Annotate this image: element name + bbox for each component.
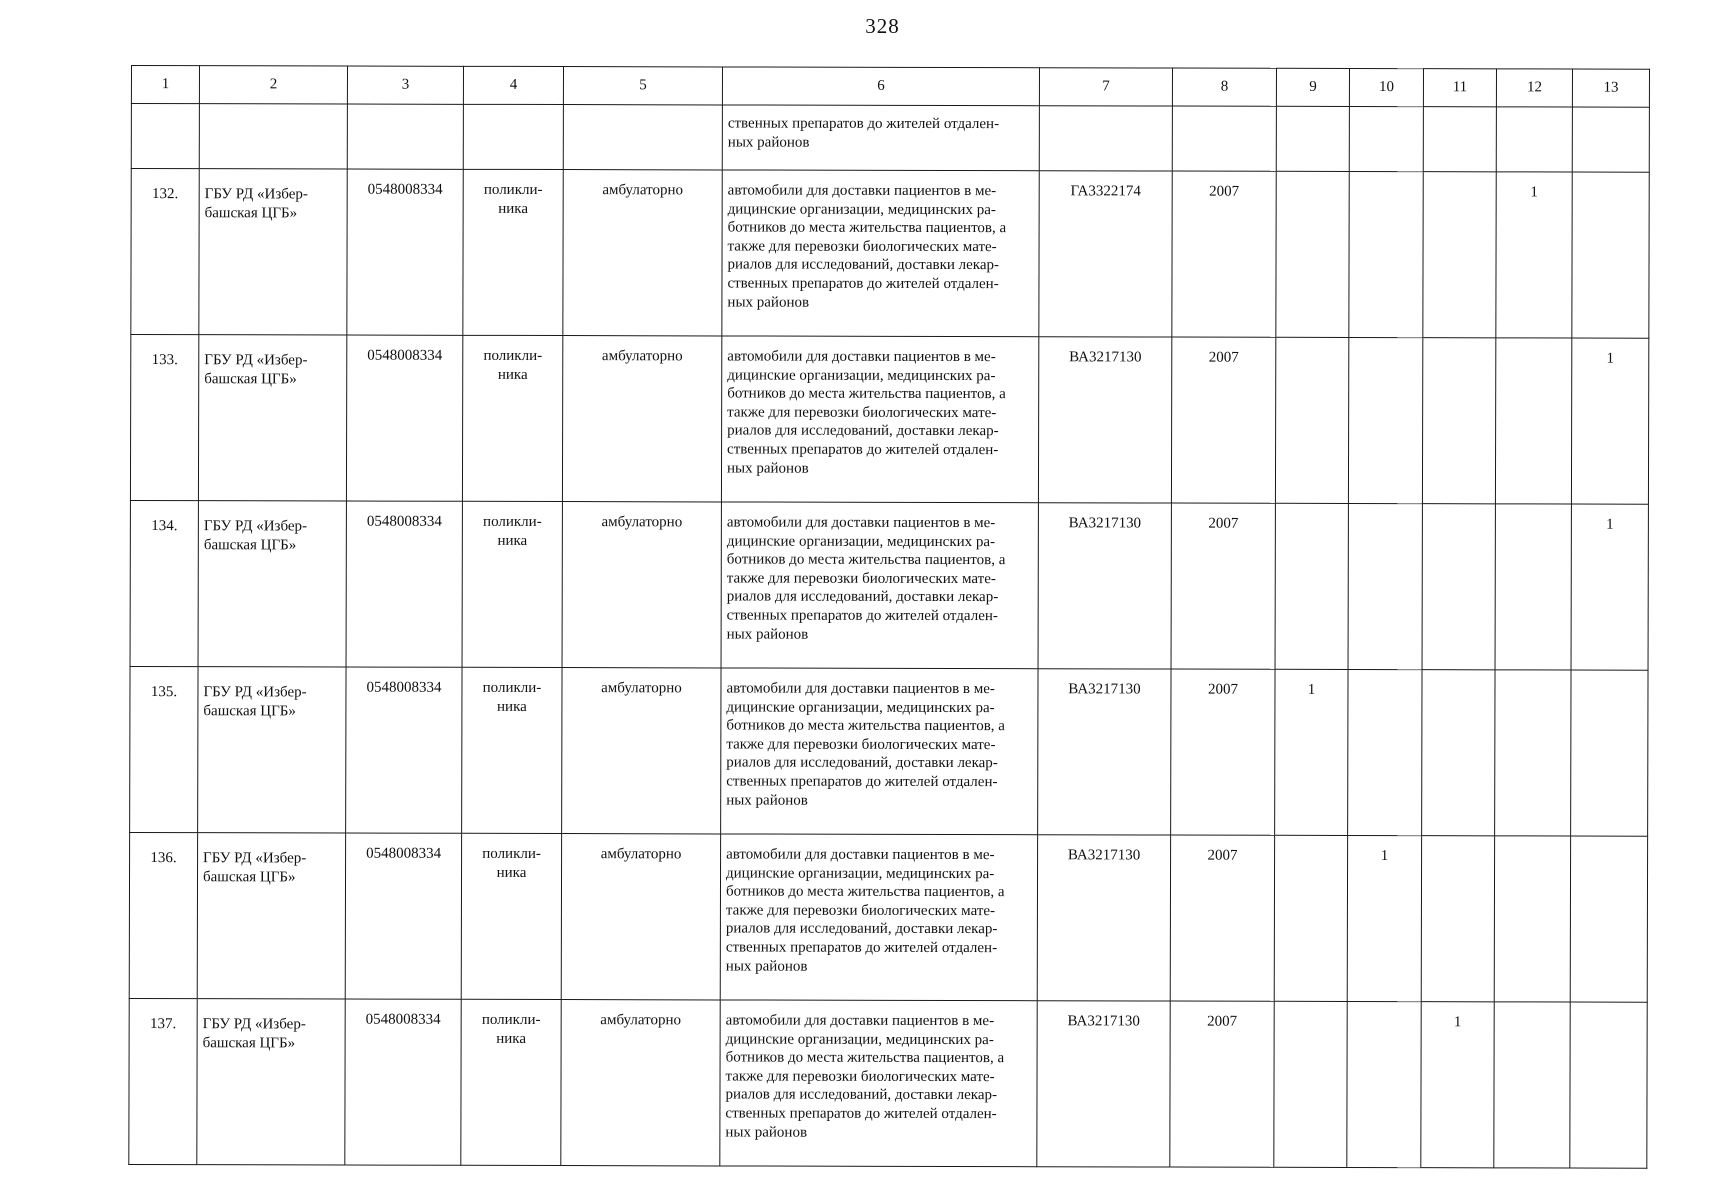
inn-cell	[347, 169, 463, 335]
text-line: поликли-	[482, 679, 542, 697]
organization-cell	[198, 667, 346, 833]
col13-value: 1	[1606, 350, 1615, 367]
col10-cell	[1349, 171, 1423, 337]
table-row	[129, 998, 1647, 1168]
col13-cell	[1570, 836, 1647, 1002]
col13-cell	[1571, 504, 1648, 670]
col13-cell	[1570, 1002, 1647, 1168]
vehicle-model-cell	[1038, 503, 1171, 669]
cell-empty	[563, 105, 722, 170]
row-number-cell	[130, 335, 198, 501]
year-value: 2007	[1208, 349, 1239, 366]
care-mode-value: амбулаторно	[600, 1012, 682, 1029]
row-number: 133.	[151, 352, 178, 369]
text-line: риалов для исследований, доставки лекар-	[727, 422, 999, 440]
text-line: поликли-	[482, 845, 541, 863]
col9-cell	[1274, 835, 1347, 1001]
vehicle-model-cell	[1037, 835, 1170, 1001]
text-line: башская ЦГБ»	[202, 1034, 296, 1051]
cell-empty	[1349, 106, 1423, 171]
facility-type-cell	[462, 667, 562, 833]
organization-cell	[197, 833, 345, 999]
purpose-cell	[722, 170, 1039, 337]
text-line: автомобили для доставки пациентов в ме-	[726, 680, 995, 698]
cell-empty	[463, 104, 563, 169]
col12-value: 1	[1530, 184, 1538, 201]
text-line: ботников до места жительства пациентов, а	[725, 883, 1005, 901]
text-line: ГБУ РД «Избер-	[204, 352, 308, 369]
text-line: ственных препаратов до жителей отдален-	[727, 275, 999, 293]
text-line: поликли-	[481, 1011, 541, 1029]
column-header-9: 9	[1276, 68, 1349, 106]
column-header-10: 10	[1349, 68, 1423, 106]
year-value: 2007	[1207, 847, 1238, 864]
text-line: башская ЦГБ»	[204, 204, 298, 222]
care-mode-value: амбулаторно	[600, 846, 682, 863]
col11-value: 1	[1453, 1014, 1462, 1031]
cell-empty	[131, 104, 199, 169]
cell-empty	[1039, 106, 1172, 171]
vehicle-model-value: ВА3217130	[1068, 515, 1142, 532]
year-value: 2007	[1207, 1013, 1238, 1030]
text-line: поликли-	[483, 347, 543, 365]
inn-value: 0548008334	[366, 845, 442, 862]
text-line: автомобили для доставки пациентов в ме-	[726, 514, 996, 532]
text-line: ника	[497, 532, 528, 549]
year-cell	[1172, 171, 1276, 337]
text-line: дицинские организации, медицинских ра-	[727, 201, 996, 218]
text-line: также для перевозки биологических мате-	[727, 238, 997, 255]
organization-cell	[198, 335, 346, 501]
col13-cell	[1571, 670, 1648, 836]
text-line: дицинские организации, медицинских ра-	[726, 533, 996, 550]
col10-cell	[1347, 1001, 1421, 1167]
facility-type-cell	[462, 501, 562, 667]
text-line: ственных препаратов до жителей отдален-	[725, 939, 998, 957]
column-header-6: 6	[722, 67, 1039, 106]
row-number: 137.	[150, 1016, 177, 1033]
inn-value: 0548008334	[366, 679, 442, 696]
facility-type-cell	[461, 999, 561, 1165]
header-row	[131, 66, 1649, 108]
inn-cell	[346, 501, 462, 667]
care-mode-value: амбулаторно	[602, 182, 684, 199]
year-value: 2007	[1209, 183, 1240, 200]
col10-cell	[1348, 503, 1422, 669]
col11-cell	[1421, 1002, 1494, 1168]
col9-cell	[1275, 669, 1348, 835]
table-row	[130, 666, 1648, 836]
facility-type-cell	[461, 833, 561, 999]
facility-type-cell	[462, 335, 562, 501]
care-mode-cell	[561, 1000, 720, 1166]
care-mode-cell	[562, 502, 721, 668]
row-number-cell	[130, 666, 198, 832]
inn-cell	[345, 999, 461, 1165]
year-value: 2007	[1208, 515, 1239, 532]
text-line: ных районов	[725, 1124, 808, 1141]
text-line: ботников до места жительства пациентов, а	[727, 385, 1006, 403]
vehicle-model-value: ВА3217130	[1068, 681, 1141, 698]
vehicle-registry-table	[128, 65, 1650, 1169]
col10-cell	[1347, 835, 1421, 1001]
text-line: ботников до места жительства пациентов, а	[725, 1049, 1005, 1067]
text-line: риалов для исследований, доставки лекар-	[726, 754, 998, 772]
text-line: ных районов	[725, 958, 808, 975]
text-line: ственных препаратов до жителей отдален-	[725, 1105, 997, 1123]
text-line: ных районов	[726, 626, 809, 643]
vehicle-model-value: ГА3322174	[1070, 183, 1141, 200]
column-header-3: 3	[347, 66, 463, 104]
text-line: башская ЦГБ»	[202, 868, 296, 885]
col9-cell	[1275, 337, 1348, 503]
text-line: ственных препаратов до жителей отдален-	[727, 115, 1000, 133]
text-line: ботников до места жительства пациентов, а	[727, 219, 1007, 237]
text-line: также для перевозки биологических мате-	[726, 736, 996, 753]
column-header-5: 5	[563, 67, 722, 105]
text-line: также для перевозки биологических мате-	[726, 570, 996, 587]
text-line: автомобили для доставки пациентов в ме-	[727, 348, 996, 366]
text-line: автомобили для доставки пациентов в ме-	[726, 846, 995, 864]
cell-empty	[1172, 106, 1276, 171]
row-number: 135.	[150, 684, 178, 701]
table-row	[130, 500, 1648, 670]
column-header-12: 12	[1496, 69, 1572, 107]
col9-cell	[1274, 1001, 1347, 1167]
care-mode-value: амбулаторно	[601, 680, 682, 697]
col12-cell	[1496, 172, 1572, 338]
col9-value: 1	[1307, 681, 1316, 698]
column-header-11: 11	[1423, 69, 1496, 107]
cell-empty	[1572, 107, 1649, 172]
row-number-cell	[131, 169, 199, 335]
row-number-cell	[129, 998, 197, 1164]
col13-value: 1	[1606, 516, 1614, 533]
column-header-4: 4	[463, 66, 563, 104]
row-number-cell	[129, 832, 197, 998]
cell-empty	[1276, 106, 1349, 171]
care-mode-value: амбулаторно	[601, 348, 683, 365]
column-header-8: 8	[1172, 68, 1276, 106]
text-line: ных районов	[726, 792, 808, 809]
text-line: поликли-	[483, 181, 543, 199]
column-header-1: 1	[131, 66, 199, 104]
text-line: дицинские организации, медицинских ра-	[726, 699, 995, 716]
col9-cell	[1275, 503, 1348, 669]
col13-cell	[1572, 172, 1649, 338]
text-line: ственных препаратов до жителей отдален-	[727, 441, 999, 459]
text-line: автомобили для доставки пациентов в ме-	[725, 1012, 995, 1030]
text-line: ника	[496, 864, 527, 881]
text-line: ника	[497, 366, 528, 383]
text-line: ГБУ РД «Избер-	[203, 518, 308, 535]
column-header-2: 2	[199, 66, 347, 104]
year-value: 2007	[1207, 681, 1238, 698]
inn-value: 0548008334	[365, 1011, 441, 1028]
continuation-row	[131, 104, 1649, 173]
text-line: автомобили для доставки пациентов в ме-	[727, 182, 997, 200]
year-cell	[1170, 835, 1274, 1001]
vehicle-model-cell	[1038, 669, 1171, 835]
col12-cell	[1495, 670, 1571, 836]
text-line: башская ЦГБ»	[204, 370, 297, 387]
care-mode-cell	[561, 834, 720, 1000]
text-line: ственных препаратов до жителей отдален-	[726, 607, 998, 625]
row-number: 132.	[152, 186, 179, 203]
text-line: ГБУ РД «Избер-	[203, 684, 307, 701]
vehicle-model-value: ВА3217130	[1069, 349, 1142, 366]
inn-value: 0548008334	[367, 347, 443, 364]
text-line: риалов для исследований, доставки лекар-	[727, 256, 1000, 274]
purpose-cell	[722, 105, 1039, 171]
facility-type-cell	[463, 169, 563, 335]
text-line: риалов для исследований, доставки лекар-	[725, 920, 998, 938]
inn-cell	[346, 335, 462, 501]
organization-cell	[198, 501, 346, 667]
cell-empty	[1496, 107, 1572, 172]
inn-cell	[345, 833, 461, 999]
col11-cell	[1422, 670, 1495, 836]
care-mode-cell	[563, 170, 722, 336]
col12-cell	[1495, 504, 1571, 670]
text-line: башская ЦГБ»	[203, 536, 297, 553]
vehicle-model-cell	[1039, 171, 1172, 337]
row-number: 136.	[150, 850, 177, 867]
text-line: также для перевозки биологических мате-	[725, 902, 996, 919]
table-row	[130, 335, 1648, 505]
year-cell	[1170, 1001, 1274, 1167]
row-number-cell	[130, 500, 198, 666]
care-mode-cell	[562, 668, 721, 834]
col10-value: 1	[1380, 848, 1389, 865]
inn-value: 0548008334	[366, 513, 442, 530]
cell-empty	[199, 104, 347, 169]
col9-cell	[1276, 171, 1349, 337]
cell-empty	[347, 104, 463, 169]
inn-value: 0548008334	[367, 181, 443, 198]
vehicle-model-cell	[1037, 1001, 1170, 1167]
text-line: ботников до места жительства пациентов, а	[726, 717, 1005, 735]
col12-cell	[1495, 338, 1571, 504]
text-line: риалов для исследований, доставки лекар-	[726, 588, 999, 606]
text-line: дицинские организации, медицинских ра-	[727, 367, 996, 384]
col12-cell	[1494, 836, 1570, 1002]
column-header-13: 13	[1572, 69, 1649, 107]
purpose-cell	[720, 1000, 1037, 1167]
cell-empty	[1423, 107, 1496, 172]
year-cell	[1171, 503, 1275, 669]
care-mode-cell	[562, 336, 721, 502]
vehicle-model-value: ВА3217130	[1067, 847, 1141, 864]
organization-cell	[197, 999, 345, 1165]
col11-cell	[1422, 504, 1495, 670]
vehicle-model-value: ВА3217130	[1067, 1013, 1140, 1030]
text-line: риалов для исследований, доставки лекар-	[725, 1086, 998, 1104]
text-line: поликли-	[483, 513, 542, 531]
col10-cell	[1348, 337, 1422, 503]
text-line: башская ЦГБ»	[203, 702, 296, 719]
text-line: ГБУ РД «Избер-	[204, 186, 308, 203]
table-row	[131, 169, 1649, 339]
purpose-cell	[721, 502, 1038, 669]
inn-cell	[346, 667, 462, 833]
text-line: ника	[497, 698, 527, 715]
text-line: ГБУ РД «Избер-	[202, 1016, 306, 1033]
col11-cell	[1423, 172, 1496, 338]
col13-cell	[1571, 338, 1648, 504]
text-line: дицинские организации, медицинских ра-	[725, 1031, 994, 1048]
column-header-7: 7	[1039, 68, 1172, 106]
purpose-cell	[720, 834, 1037, 1001]
table-row	[129, 832, 1647, 1002]
year-cell	[1171, 669, 1275, 835]
text-line: также для перевозки биологических мате-	[727, 404, 997, 421]
text-line: ственных препаратов до жителей отдален-	[726, 773, 998, 791]
col10-cell	[1348, 669, 1422, 835]
col11-cell	[1421, 836, 1494, 1002]
row-number: 134.	[151, 518, 178, 535]
text-line: ных районов	[727, 294, 810, 311]
text-line: ника	[496, 1030, 527, 1047]
year-cell	[1171, 337, 1275, 503]
text-line: ГБУ РД «Избер-	[203, 850, 307, 867]
purpose-cell	[721, 668, 1038, 835]
text-line: также для перевозки биологических мате-	[725, 1068, 995, 1085]
care-mode-value: амбулаторно	[601, 514, 683, 531]
text-line: дицинские организации, медицинских ра-	[726, 865, 995, 882]
text-line: ных районов	[726, 460, 809, 477]
purpose-cell	[721, 336, 1038, 503]
text-line: ника	[498, 200, 529, 217]
col12-cell	[1494, 1002, 1570, 1168]
text-line: ных районов	[727, 134, 810, 151]
vehicle-model-cell	[1038, 337, 1171, 503]
col11-cell	[1422, 338, 1495, 504]
page-number: 328	[865, 14, 900, 38]
text-line: ботников до места жительства пациентов, а	[726, 551, 1006, 569]
organization-cell	[199, 169, 347, 335]
document-sheet	[128, 65, 1649, 1169]
